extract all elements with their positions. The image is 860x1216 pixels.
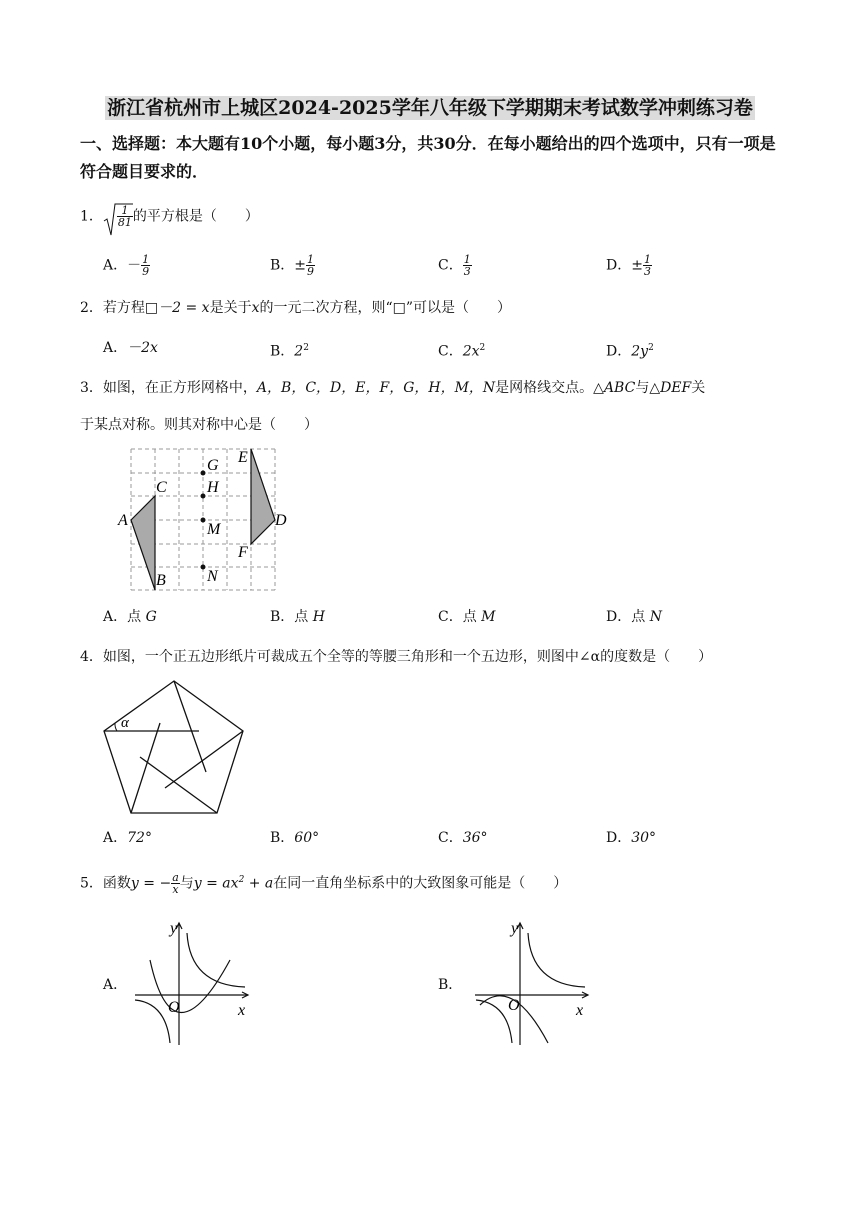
triangle-abc xyxy=(131,496,155,590)
q5-option-b[interactable]: B． xyxy=(438,977,463,993)
q4-option-d[interactable]: D．30° xyxy=(606,830,657,846)
svg-text:F: F xyxy=(238,544,248,561)
q3-option-c[interactable]: C．点 M xyxy=(438,609,496,625)
q3-option-b[interactable]: B．点 H xyxy=(270,609,325,625)
q3-option-a[interactable]: A．点 G xyxy=(103,609,157,625)
svg-text:M: M xyxy=(207,521,221,538)
svg-text:x: x xyxy=(238,1002,246,1019)
q1-option-c[interactable]: C． $\frac{1}{3}$ xyxy=(438,253,471,278)
question-3-line2: 于某点对称。则其对称中心是（ ） xyxy=(80,417,318,433)
svg-text:G: G xyxy=(207,457,219,474)
svg-text:α: α xyxy=(121,715,129,731)
grid-figure xyxy=(115,442,300,592)
svg-text:O: O xyxy=(168,999,180,1016)
question-3-line1: 3．如图，在正方形网格中，A，B，C，D，E，F，G，H，M，N是网格线交点。△ABC与△DEF关 xyxy=(80,380,706,396)
svg-text:E: E xyxy=(238,449,248,466)
question-5: 5．函数y = − $\frac{a}{x}$ 与$y = ax^2 + a$在同一直角坐标系中的大致图象可能是（ ） xyxy=(80,871,568,897)
svg-text:C: C xyxy=(156,479,167,496)
q1-option-d[interactable]: D．± $\frac{1}{3}$ xyxy=(606,253,651,278)
q4-option-c[interactable]: C．36° xyxy=(438,830,488,846)
q5-graph-a[interactable] xyxy=(130,915,260,1050)
section-heading: 一、选择题：本大题有10个小题，每小题3分，共30分．在每小题给出的四个选项中，只有一项是符合题目要求的． xyxy=(80,134,776,181)
svg-text:y: y xyxy=(511,920,519,937)
svg-text:H: H xyxy=(207,479,219,496)
svg-text:B: B xyxy=(156,572,166,589)
q2-option-b[interactable]: B．$2^2$ xyxy=(270,343,309,360)
q2-option-d[interactable]: D．$2y^2$ xyxy=(606,343,654,360)
q4-option-a[interactable]: A．72° xyxy=(103,830,152,846)
q5-option-a[interactable]: A． xyxy=(103,977,128,993)
q4-option-b[interactable]: B．60° xyxy=(270,830,320,846)
q5-graph-b[interactable] xyxy=(470,915,600,1050)
sqrt-icon xyxy=(103,203,133,237)
question-1: 1． $\frac{1}{81}$ 的平方根是（ ） xyxy=(80,205,259,228)
svg-text:y: y xyxy=(170,920,178,937)
page-title: 浙江省杭州市上城区2024-2025学年八年级下学期期末考试数学冲刺练习卷 xyxy=(107,97,753,119)
q2-option-c[interactable]: C．$2x^2$ xyxy=(438,343,486,360)
q1-option-b[interactable]: B．± $\frac{1}{9}$ xyxy=(270,253,315,278)
pentagon-figure xyxy=(95,675,255,820)
svg-text:A: A xyxy=(118,512,128,529)
q1-option-a[interactable]: A．－ $\frac{1}{9}$ xyxy=(103,253,150,278)
q3-option-d[interactable]: D．点 N xyxy=(606,609,662,625)
svg-text:N: N xyxy=(207,568,218,585)
q2-option-a[interactable]: A．－2x xyxy=(103,340,158,356)
svg-text:O: O xyxy=(508,997,520,1014)
svg-text:x: x xyxy=(576,1002,584,1019)
svg-text:D: D xyxy=(275,512,287,529)
question-2: 2．若方程□－2 = x是关于x的一元二次方程，则“□”可以是（ ） xyxy=(80,300,512,316)
question-4: 4．如图，一个正五边形纸片可裁成五个全等的等腰三角形和一个五边形，则图中∠α的度数是（ ） xyxy=(80,649,713,665)
